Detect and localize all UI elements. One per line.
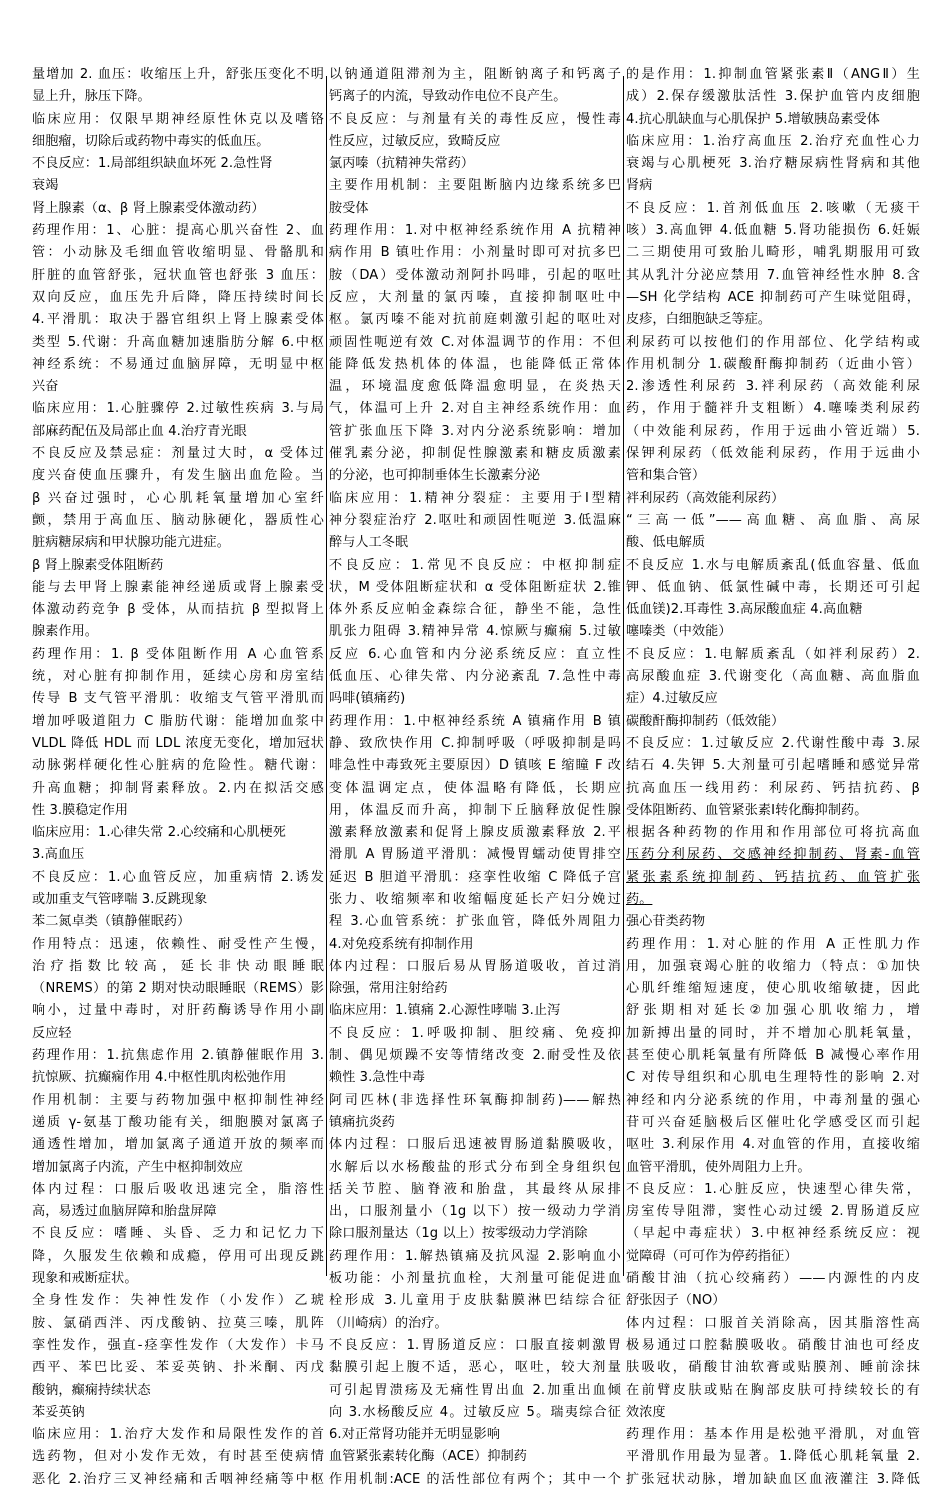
text-line: 衰竭与心肌梗死 3.治疗糖尿病性肾病和其他	[626, 156, 920, 172]
text-line: 舒张因子（NO）	[626, 1293, 726, 1309]
text-line: 临床应用：1.心脏骤停 2.过敏性疾病 3.与局	[32, 401, 324, 417]
text-line: 高，易透过血脑屏障和胎盘屏障	[32, 1204, 217, 1220]
text-line: 临床应用：1.心律失常 2.心绞痛和心肌梗死	[32, 825, 286, 841]
text-line: 挛性发作，强直-痉挛性发作（大发作）卡马	[32, 1337, 324, 1353]
text-line: —SH 化学结构 ACE 抑制药可产生味觉阻碍，	[626, 289, 920, 305]
text-line: 药理作用：1.中枢神经系统 A 镇痛作用 B 镇	[329, 713, 621, 729]
text-line: 强心苷类药物	[626, 914, 706, 930]
text-line: 不良反应：嗜睡、头昏、乏力和记忆力下	[32, 1226, 324, 1242]
text-line: 觉障碍（可可作为停药指征）	[626, 1248, 798, 1264]
text-line: 硝酸甘油（抗心绞痛药）——内源性的内皮	[626, 1271, 920, 1287]
text-line: 管：小动脉及毛细血管收缩明显、骨骼肌和	[32, 245, 324, 261]
text-line: 神经系统：不易通过血脑屏障，无明显中枢	[32, 356, 324, 372]
text-line: 反应，大剂量的氯丙嗪，直接抑制呕吐中	[329, 289, 621, 305]
text-line: 滑肌 A 胃肠道平滑肌：减慢胃蠕动使胃排空	[329, 847, 621, 863]
text-line: 板功能：小剂量抗血栓，大剂量可能促进血	[329, 1271, 621, 1287]
text-line: 的分泌，也可抑制垂体生长激素分泌	[329, 468, 541, 484]
text-line: 钙离子的内流，导致动作电位不良产生。	[329, 89, 567, 105]
text-line: 性反应，过敏反应，致畸反应	[329, 133, 501, 149]
text-line: 醉与人工冬眠	[329, 535, 409, 551]
text-line: 出，口服剂量小（1g 以下）按一级动力学消	[329, 1204, 621, 1220]
text-line: 水解后以水杨酸盐的形式分布到全身组织包	[329, 1159, 621, 1175]
text-line: 肾病	[626, 178, 653, 194]
text-line: 细胞瘤，切除后或药物中毒实的低血压。	[32, 133, 270, 149]
text-line: 药理作用：1.抗焦虑作用 2.镇静催眠作用 3.	[32, 1048, 324, 1064]
text-line: 症）4.过敏反应	[626, 691, 718, 707]
text-line: 全身性发作：失神性发作（小发作）乙琥	[32, 1293, 324, 1309]
text-line: （中效能利尿药，作用于远曲小管近端）5.	[626, 423, 920, 439]
text-line: 肌张力阻碍 3.精神异常 4.惊厥与癫痫 5.过敏	[329, 624, 621, 640]
text-line: 肤吸收，硝酸甘油软膏或贴膜剂、睡前涂抹	[626, 1360, 920, 1376]
text-line: （早起中毒症状）3.中枢神经系统反应：视	[626, 1226, 920, 1242]
text-line: 不良反应：1.过敏反应 2.代谢性酸中毒 3.尿	[626, 735, 920, 751]
text-line: 镇痛抗炎药	[329, 1114, 395, 1130]
text-line: 3.高血压	[32, 847, 85, 863]
text-line: 药理作用：1.对中枢神经系统作用 A 抗精神	[329, 223, 621, 239]
text-line: 除强，常用注射给药	[329, 981, 448, 997]
text-line: 催乳素分泌，抑制促性腺激素和糖皮质激素	[329, 446, 621, 462]
text-line: 体外系反应帕金森综合征，静坐不能，急性	[329, 602, 621, 618]
text-line: 抗惊厥、抗癫痫作用 4.中枢性肌肉松弛作用	[32, 1070, 287, 1086]
text-line: 括关节腔、脑脊液和胎盘，其最终从尿排	[329, 1181, 621, 1197]
text-line: “三高一低”——高血糖、高血脂、高尿	[626, 512, 920, 528]
text-line: 作用机制分 1.碳酸酐酶抑制药（近曲小管）	[626, 356, 920, 372]
text-line: 状，M 受体阻断症状和 α 受体阻断症状 2.锥	[329, 579, 621, 595]
text-line: 4.抗心肌缺血与心肌保护 5.增敏胰岛素受体	[626, 111, 880, 127]
column-middle	[327, 67, 624, 1487]
text-line: 扩张冠状动脉，增加缺血区血液灌注 3.降低	[626, 1471, 920, 1487]
text-line: 临床应用：1.治疗高血压 2.治疗充血性心力	[626, 133, 920, 149]
text-line: 抗高血压一线用药：利尿药、钙拮抗药、β	[626, 780, 920, 796]
text-line: 用，加强衰竭心脏的收缩力（特点：①加快	[626, 958, 920, 974]
text-line: 药理作用：1.对心脏的作用 A 正性肌力作	[626, 936, 920, 952]
text-line: 氯丙嗪（抗精神失常药）	[329, 156, 475, 172]
text-line: 温，环境温度愈低降温愈明显，在炎热天	[329, 379, 621, 395]
text-line: 肝脏的血管舒张，冠状血管也舒张 3 血压：	[32, 267, 324, 283]
text-line: 以钠通道阻滞剂为主，阻断钠离子和钙离子	[329, 67, 621, 82]
text-line: 药理作用：1. β 受体阻断作用 A 心血管系	[32, 646, 324, 662]
text-line: 恶化 2.治疗三叉神经痛和舌咽神经痛等中枢	[32, 1471, 324, 1487]
text-line: β 肾上腺素受体阻断药	[32, 557, 164, 573]
text-line: 2.渗透性利尿药 3.袢利尿药（高效能利尿	[626, 379, 920, 395]
text-line: 酸钠，癫痫持续状态	[32, 1382, 151, 1398]
text-line: 变体温调定点，使体温略有降低，长期应	[329, 780, 621, 796]
text-line: 药理作用：1、心脏：提高心肌兴奋性 2、血	[32, 223, 324, 239]
text-line: 临床应用：1.治疗大发作和局限性发作的首	[32, 1427, 324, 1443]
text-line: 不良反应：1.心血管反应，加重病情 2.诱发	[32, 869, 324, 885]
text-line: 结石 4.失钾 5.大剂量可引起嗜睡和感觉异常	[626, 758, 920, 774]
text-line: 的是作用：1.抑制血管紧张素Ⅱ（ANGⅡ）生	[626, 67, 920, 82]
text-line: 降，久服发生依赖和成瘾，停用可出现反跳	[32, 1248, 324, 1264]
text-line: 类型 5.代谢：升高血糖加速脂肪分解 6.中枢	[32, 334, 324, 350]
text-line: 制、偶见烦躁不安等情绪改变 2.耐受性及依	[329, 1048, 621, 1064]
text-line: 低血镁)2.耳毒性 3.高尿酸血症 4.高血糖	[626, 602, 863, 618]
text-line: 不良反应：1.心脏反应，快速型心律失常，	[626, 1181, 920, 1197]
text-line: 胺、氯硝西泮、丙戊酸钠、拉莫三嗪，肌阵	[32, 1315, 324, 1331]
text-line: （川崎病）的治疗。	[329, 1315, 448, 1331]
text-line: 顽固性呃逆有效 C.对体温调节的作用：不但	[329, 334, 621, 350]
text-line: 通透性增加，增加氯离子通道开放的频率而	[32, 1137, 324, 1153]
text-line: 体内过程：口服后易从胃肠道吸收，首过消	[329, 958, 621, 974]
text-line: 枢。氯丙嗪不能对抗前庭刺激引起的呕吐对	[329, 312, 621, 328]
text-line: 不良反应 1.水与电解质紊乱(低血容量、低血	[626, 557, 920, 573]
text-line: 袢利尿药（高效能利尿药）	[626, 490, 785, 506]
text-line: 升高血糖；抑制肾素释放。2.内在拟活交感	[32, 780, 324, 796]
text-line: 苷可兴奋延脑极后区催吐化学感受区而引起	[626, 1114, 920, 1130]
text-line: 其从乳汁分泌应禁用 7.血管神经性水肿 8.含	[626, 267, 920, 283]
text-line: 胺受体	[329, 200, 369, 216]
column-right	[624, 67, 922, 1487]
text-line: 静、致欣快作用 C.抑制呼吸（呼吸抑制是吗	[329, 735, 621, 751]
text-line: 兴奋	[32, 379, 59, 395]
text-line: 可引起胃溃疡及无痛性胃出血 2.加重出血倾	[329, 1382, 621, 1398]
document-page	[30, 67, 922, 1487]
text-line: 临床应用：1.镇痛 2.心源性哮喘 3.止泻	[329, 1003, 561, 1019]
text-line: 响小，过量中毒时，对肝药酶诱导作用小副	[32, 1003, 324, 1019]
text-line: 统，对心脏有抑制作用，延续心房和房室结	[32, 669, 324, 685]
text-line: 紧张素系统抑制药、钙拮抗药、血管扩张	[626, 869, 920, 885]
text-line: 6.对正常肾功能并无明显影响	[329, 1427, 501, 1443]
text-line: 能降低发热机体的体温，也能降低正常体	[329, 356, 621, 372]
text-line: 苯二氮卓类（镇静催眠药）	[32, 914, 191, 930]
text-line: 临床应用：1.精神分裂症：主要用于Ⅰ型精	[329, 490, 621, 506]
text-line: 4.对免疫系统有抑制作用	[329, 936, 474, 952]
text-line: 啡急性中毒致死主要原因）D 镇咳 E 缩瞳 F 改	[329, 758, 621, 774]
text-line: 传导 B 支气管平滑肌：收缩支气管平滑肌而	[32, 691, 324, 707]
text-line: 临床应用：仅限早期神经原性休克以及嗜铬	[32, 111, 324, 127]
text-line: 极易通过口腔黏膜吸收。硝酸甘油也可经皮	[626, 1337, 920, 1353]
text-line: 度兴奋使血压骤升，有发生脑出血危险。当	[32, 468, 324, 484]
text-line: 神分裂症治疗 2.呕吐和顽固性呃逆 3.低温麻	[329, 512, 621, 528]
text-line: 房室传导阻滞，窦性心动过缓 2.胃肠道反应	[626, 1204, 920, 1220]
text-line: 主要作用机制：主要阻断脑内边缘系统多巴	[329, 178, 621, 194]
text-line: VLDL 降低 HDL 而 LDL 浓度无变化，增加冠状	[32, 735, 324, 751]
text-line: 腺素作用。	[32, 624, 98, 640]
text-line: 效浓度	[626, 1404, 666, 1420]
text-line: 钾、低血钠、低氯性碱中毒，长期还可引起	[626, 579, 920, 595]
text-line: 张力、收缩频率和收缩幅度延长产妇分娩过	[329, 891, 621, 907]
text-line: 药理作用：1.解热镇痛及抗风湿 2.影响血小	[329, 1248, 621, 1264]
text-line: 不良反应：与剂量有关的毒性反应，慢性毒	[329, 111, 621, 127]
text-line: 4.平滑肌：取决于器官组织上肾上腺素受体	[32, 312, 324, 328]
text-line: 药，作用于髓袢升支粗断）4.噻嗪类利尿药	[626, 401, 920, 417]
text-line: 性 3.膜稳定作用	[32, 802, 129, 818]
text-line: 体内过程：口服后迅速被胃肠道黏膜吸收，	[329, 1137, 621, 1153]
text-line: 体内过程：口服首关消除高，因其脂溶性高	[626, 1315, 920, 1331]
text-line: 作用特点：迅速，依赖性、耐受性产生慢，	[32, 936, 324, 952]
text-line: 平滑肌作用最为显著。1.降低心肌耗氧量 2.	[626, 1449, 920, 1465]
text-line: 脏病糖尿病和甲状腺功能亢进症。	[32, 535, 230, 551]
text-line: 气，体温可上升 2.对自主神经系统作用：血	[329, 401, 621, 417]
text-line: 体内过程：口服后吸收迅速完全，脂溶性	[32, 1181, 324, 1197]
text-line: 增加氯离子内流，产生中枢抑制效应	[32, 1159, 244, 1175]
text-line: 甚至使心肌耗氧量有所降低 B 减慢心率作用	[626, 1048, 920, 1064]
text-line: 作用机制：主要与药物加强中枢抑制性神经	[32, 1092, 324, 1108]
text-line: 心肌纤维缩短速度，使心肌收缩敏捷，因此	[626, 981, 920, 997]
text-line: 呕吐 3.利尿作用 4.对血管的作用，直接收缩	[626, 1137, 920, 1153]
text-line: 动脉粥样硬化性心脏病的危险性。糖代谢：	[32, 758, 324, 774]
text-line: 根据各种药物的作用和作用部位可将抗高血	[626, 825, 920, 841]
text-line: 加新搏出量的同时，并不增加心肌耗氧量，	[626, 1025, 920, 1041]
text-line: 显上升，脉压下降。	[32, 89, 151, 105]
text-line: 胺（DA）受体激动剂阿扑吗啡，引起的呕吐	[329, 267, 621, 283]
text-line: （NREMS）的第 2 期对快动眼睡眠（REMS）影	[32, 981, 324, 997]
text-line: 噻嗪类（中效能）	[626, 624, 732, 640]
text-line: 反应 6.心血管和内分泌系统反应：直立性	[329, 646, 621, 662]
text-line: 除口服剂量达（1g 以上）按零级动力学消除	[329, 1226, 588, 1242]
text-line: 衰竭	[32, 178, 59, 194]
text-line: 选药物，但对小发作无效，有时甚至使病情	[32, 1449, 324, 1465]
text-line: C 对传导组织和心肌电生理特性的影响 2.对	[626, 1070, 920, 1086]
text-line: 高尿酸血症 3.代谢变化（高血糖、高血脂血	[626, 669, 920, 685]
text-line: 治疗指数比较高，延长非快动眼睡眠	[32, 958, 324, 974]
text-line: 管扩张血压下降 3.对内分泌系统影响：增加	[329, 423, 621, 439]
column-left	[30, 67, 327, 1487]
text-line: 增加呼吸道阻力 C 脂肪代谢：能增加血浆中	[32, 713, 324, 729]
text-line: 在前臂皮肤或贴在胸部皮肤可持续较长的有	[626, 1382, 920, 1398]
text-line: 碳酸酐酶抑制药（低效能）	[626, 713, 785, 729]
text-line: 阿司匹林(非选择性环氧酶抑制药)——解热	[329, 1092, 621, 1108]
text-line: 舒张期相对延长②加强心肌收缩力，增	[626, 1003, 920, 1019]
text-line: 黏膜引起上腹不适，恶心，呕吐，较大剂量	[329, 1360, 621, 1376]
text-line: 病作用 B 镇吐作用：小剂量时即可对抗多巴	[329, 245, 621, 261]
text-line: 西平、苯巴比妥、苯妥英钠、扑米酮、丙戊	[32, 1360, 324, 1376]
text-line: 不良反应：1.胃肠道反应：口服直接刺激胃	[329, 1337, 621, 1353]
text-line: 延迟 B 胆道平滑肌：痉挛性收缩 C 降低子宫	[329, 869, 621, 885]
text-line: 咳）3.高血钾 4.低血糖 5.肾功能损伤 6.妊娠	[626, 223, 920, 239]
text-line: 作用机制:ACE 的活性部位有两个；其中一个	[329, 1471, 621, 1487]
text-line: 不良反应：1.首剂低血压 2.咳嗽（无痰干	[626, 200, 920, 216]
text-line: β 兴奋过强时，心心肌耗氧量增加心室纤	[32, 490, 324, 506]
text-line: 血管平滑肌，使外周阻力上升。	[626, 1159, 811, 1175]
text-line: 不良反应及禁忌症：剂量过大时，α 受体过	[32, 446, 324, 462]
text-line: 反应轻	[32, 1025, 72, 1041]
text-line: 递质 γ-氨基丁酸功能有关，细胞膜对氯离子	[32, 1114, 324, 1130]
text-line: 程 3.心血管系统：扩张血管，降低外周阻力	[329, 914, 621, 930]
text-line: 不良反应：1.电解质紊乱（如袢利尿药）2.	[626, 646, 920, 662]
text-line: 体激动药竞争 β 受体，从而拮抗 β 型拟肾上	[32, 602, 324, 618]
text-line: 苯妥英钠	[32, 1404, 85, 1420]
text-line: 吗啡(镇痛药)	[329, 691, 406, 707]
text-line: 用，体温反而升高，抑制下丘脑释放促性腺	[329, 802, 621, 818]
text-line: 栓形成 3.儿童用于皮肤黏膜淋巴结综合征	[329, 1293, 621, 1309]
text-line: 压药分利尿药、交感神经抑制药、肾素-血管	[626, 847, 920, 863]
text-line: 不良反应：1.局部组织缺血坏死 2.急性肾	[32, 156, 273, 172]
text-line: 药理作用：基本作用是松弛平滑肌，对血管	[626, 1427, 920, 1443]
text-line: 双向反应，血压先升后降，降压持续时间长	[32, 289, 324, 305]
text-line: 药。	[626, 891, 653, 907]
text-line: 激素释放激素和促肾上腺皮质激素释放 2.平	[329, 825, 621, 841]
text-line: 神经和内分泌系统的作用，中毒剂量的强心	[626, 1092, 920, 1108]
text-line: 管和集合管）	[626, 468, 706, 484]
text-line: 血管紧张素转化酶（ACE）抑制药	[329, 1449, 527, 1465]
text-line: 保钾利尿药（低效能利尿药，作用于远曲小	[626, 446, 920, 462]
text-line: 不良反应：1.呼吸抑制、胆绞痛、免疫抑	[329, 1025, 621, 1041]
text-line: 利尿药可以按他们的作用部位、化学结构或	[626, 334, 920, 350]
text-line: 量增加 2. 血压：收缩压上升，舒张压变化不明	[32, 67, 324, 82]
text-line: 或加重支气管哮喘 3.反跳现象	[32, 891, 208, 907]
text-line: 部麻药配伍及局部止血 4.治疗青光眼	[32, 423, 247, 439]
text-line: 现象和戒断症状。	[32, 1271, 138, 1287]
text-line: 能与去甲肾上腺素能神经递质或肾上腺素受	[32, 579, 324, 595]
text-line: 酸、低电解质	[626, 535, 706, 551]
text-line: 赖性 3.急性中毒	[329, 1070, 426, 1086]
text-line: 受体阻断药、血管紧张素Ⅰ转化酶抑制药。	[626, 802, 868, 818]
text-line: 皮疹，白细胞缺乏等症。	[626, 312, 772, 328]
text-line: 二三期使用可致胎儿畸形，哺乳期服用可致	[626, 245, 920, 261]
text-line: 不良反应：1.常见不良反应：中枢抑制症	[329, 557, 621, 573]
text-line: 肾上腺素（α、β 肾上腺素受体激动药）	[32, 200, 265, 216]
text-line: 向 3.水杨酸反应 4。过敏反应 5。瑞夷综合征	[329, 1404, 621, 1420]
text-line: 成）2.保存缓激肽活性 3.保护血管内皮细胞	[626, 89, 920, 105]
text-line: 低血压、心律失常、内分泌紊乱 7.急性中毒	[329, 669, 621, 685]
text-line: 颤，禁用于高血压、脑动脉硬化，器质性心	[32, 512, 324, 528]
